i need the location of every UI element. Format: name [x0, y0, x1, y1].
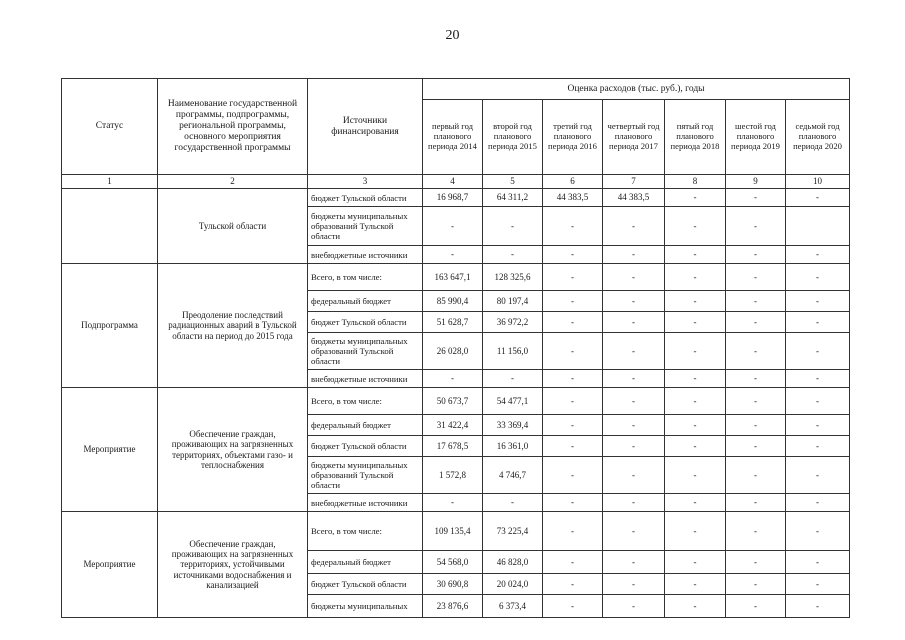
- funding-source-cell: бюджеты муниципальных образований Тульской области: [308, 457, 423, 494]
- amount-cell: -: [603, 333, 665, 370]
- amount-cell: -: [786, 246, 850, 264]
- amount-cell: -: [786, 457, 850, 494]
- amount-cell: -: [726, 574, 786, 595]
- amount-cell: -: [786, 551, 850, 574]
- header-year: второй год планового периода 2015: [483, 100, 543, 175]
- amount-cell: -: [726, 246, 786, 264]
- amount-cell: -: [483, 494, 543, 512]
- amount-cell: -: [726, 512, 786, 551]
- amount-cell: -: [543, 436, 603, 457]
- column-number: 6: [543, 175, 603, 189]
- amount-cell: -: [665, 207, 726, 246]
- amount-cell: -: [603, 415, 665, 436]
- amount-cell: 44 383,5: [543, 189, 603, 207]
- amount-cell: -: [543, 551, 603, 574]
- status-cell: [62, 189, 158, 264]
- header-year: шестой год планового периода 2019: [726, 100, 786, 175]
- amount-cell: -: [543, 333, 603, 370]
- status-cell: Мероприятие: [62, 512, 158, 618]
- program-name-cell: Преодоление последствий радиационных аварий в Тульской области на период до 2015 года: [158, 264, 308, 388]
- funding-source-cell: Всего, в том числе:: [308, 512, 423, 551]
- amount-cell: -: [665, 457, 726, 494]
- column-number: 8: [665, 175, 726, 189]
- header-status: Статус: [62, 79, 158, 175]
- amount-cell: -: [543, 415, 603, 436]
- status-cell: Подпрограмма: [62, 264, 158, 388]
- amount-cell: -: [665, 436, 726, 457]
- amount-cell: -: [543, 457, 603, 494]
- amount-cell: 44 383,5: [603, 189, 665, 207]
- column-number: 9: [726, 175, 786, 189]
- amount-cell: 163 647,1: [423, 264, 483, 291]
- amount-cell: -: [603, 595, 665, 618]
- amount-cell: -: [423, 246, 483, 264]
- column-number: 3: [308, 175, 423, 189]
- amount-cell: -: [726, 189, 786, 207]
- funding-source-cell: внебюджетные источники: [308, 246, 423, 264]
- amount-cell: -: [786, 436, 850, 457]
- amount-cell: -: [665, 415, 726, 436]
- funding-source-cell: внебюджетные источники: [308, 494, 423, 512]
- funding-source-cell: федеральный бюджет: [308, 291, 423, 312]
- amount-cell: -: [726, 457, 786, 494]
- amount-cell: 109 135,4: [423, 512, 483, 551]
- amount-cell: 46 828,0: [483, 551, 543, 574]
- amount-cell: -: [786, 291, 850, 312]
- amount-cell: -: [786, 574, 850, 595]
- amount-cell: -: [543, 291, 603, 312]
- amount-cell: -: [423, 207, 483, 246]
- table-row: [62, 189, 850, 207]
- amount-cell: 64 311,2: [483, 189, 543, 207]
- amount-cell: -: [543, 207, 603, 246]
- table-row: [62, 264, 850, 291]
- amount-cell: -: [603, 388, 665, 415]
- amount-cell: -: [786, 189, 850, 207]
- amount-cell: -: [543, 312, 603, 333]
- amount-cell: -: [543, 264, 603, 291]
- amount-cell: -: [665, 312, 726, 333]
- amount-cell: -: [786, 388, 850, 415]
- amount-cell: -: [603, 574, 665, 595]
- amount-cell: 23 876,6: [423, 595, 483, 618]
- page-number: 20: [445, 28, 460, 43]
- amount-cell: -: [665, 333, 726, 370]
- amount-cell: -: [665, 291, 726, 312]
- amount-cell: -: [603, 494, 665, 512]
- amount-cell: 54 568,0: [423, 551, 483, 574]
- amount-cell: -: [603, 264, 665, 291]
- amount-cell: -: [786, 312, 850, 333]
- amount-cell: -: [483, 246, 543, 264]
- program-name-cell: Обеспечение граждан, проживающих на загрязненных территориях, устойчивыми источниками водоснабжения и канализацией: [158, 512, 308, 618]
- amount-cell: -: [726, 494, 786, 512]
- funding-source-cell: бюджеты муниципальных образований Тульской области: [308, 333, 423, 370]
- funding-source-cell: федеральный бюджет: [308, 415, 423, 436]
- program-name-cell: Обеспечение граждан, проживающих на загрязненных территориях, объектами газо- и теплоснабжения: [158, 388, 308, 512]
- amount-cell: 6 373,4: [483, 595, 543, 618]
- header-name: Наименование государственной программы, подпрограммы, региональной программы, основного мероприятия государственной программы: [158, 79, 308, 175]
- amount-cell: -: [665, 370, 726, 388]
- amount-cell: -: [543, 388, 603, 415]
- amount-cell: -: [726, 291, 786, 312]
- column-number: 2: [158, 175, 308, 189]
- column-number: 5: [483, 175, 543, 189]
- amount-cell: 30 690,8: [423, 574, 483, 595]
- amount-cell: 36 972,2: [483, 312, 543, 333]
- amount-cell: 11 156,0: [483, 333, 543, 370]
- funding-source-cell: бюджет Тульской области: [308, 189, 423, 207]
- amount-cell: -: [603, 512, 665, 551]
- header-year: четвертый год планового периода 2017: [603, 100, 665, 175]
- amount-cell: -: [483, 370, 543, 388]
- amount-cell: -: [726, 312, 786, 333]
- amount-cell: -: [603, 291, 665, 312]
- amount-cell: 16 361,0: [483, 436, 543, 457]
- amount-cell: -: [543, 370, 603, 388]
- amount-cell: -: [726, 370, 786, 388]
- amount-cell: -: [726, 207, 786, 246]
- amount-cell: -: [726, 333, 786, 370]
- funding-source-cell: бюджеты муниципальных образований Тульской области: [308, 207, 423, 246]
- funding-source-cell: Всего, в том числе:: [308, 388, 423, 415]
- amount-cell: -: [543, 574, 603, 595]
- amount-cell: -: [665, 512, 726, 551]
- amount-cell: -: [726, 388, 786, 415]
- amount-cell: -: [786, 512, 850, 551]
- header-year: третий год планового периода 2016: [543, 100, 603, 175]
- program-name-cell: Тульской области: [158, 189, 308, 264]
- amount-cell: -: [726, 264, 786, 291]
- amount-cell: 80 197,4: [483, 291, 543, 312]
- amount-cell: 33 369,4: [483, 415, 543, 436]
- header-sources: Источники финансирования: [308, 79, 423, 175]
- amount-cell: 50 673,7: [423, 388, 483, 415]
- amount-cell: -: [423, 494, 483, 512]
- column-number: 1: [62, 175, 158, 189]
- amount-cell: 16 968,7: [423, 189, 483, 207]
- amount-cell: -: [483, 207, 543, 246]
- amount-cell: -: [603, 207, 665, 246]
- amount-cell: 51 628,7: [423, 312, 483, 333]
- funding-source-cell: бюджеты муниципальных: [308, 595, 423, 618]
- amount-cell: -: [543, 246, 603, 264]
- funding-source-cell: бюджет Тульской области: [308, 436, 423, 457]
- table-row: [62, 512, 850, 551]
- amount-cell: -: [786, 264, 850, 291]
- funding-source-cell: бюджет Тульской области: [308, 574, 423, 595]
- table-body: [62, 79, 850, 618]
- amount-cell: -: [665, 574, 726, 595]
- column-number: 4: [423, 175, 483, 189]
- amount-cell: -: [543, 512, 603, 551]
- amount-cell: -: [726, 415, 786, 436]
- amount-cell: -: [543, 494, 603, 512]
- amount-cell: 26 028,0: [423, 333, 483, 370]
- status-cell: Мероприятие: [62, 388, 158, 512]
- amount-cell: 73 225,4: [483, 512, 543, 551]
- header-year: первый год планового периода 2014: [423, 100, 483, 175]
- header-year: пятый год планового периода 2018: [665, 100, 726, 175]
- amount-cell: -: [603, 246, 665, 264]
- amount-cell: 85 990,4: [423, 291, 483, 312]
- budget-table: [61, 78, 850, 618]
- amount-cell: -: [423, 370, 483, 388]
- column-number: 10: [786, 175, 850, 189]
- amount-cell: -: [603, 551, 665, 574]
- header-estimate: Оценка расходов (тыс. руб.), годы: [423, 79, 850, 100]
- amount-cell: -: [543, 595, 603, 618]
- amount-cell: -: [726, 595, 786, 618]
- amount-cell: -: [665, 264, 726, 291]
- funding-source-cell: федеральный бюджет: [308, 551, 423, 574]
- amount-cell: -: [726, 551, 786, 574]
- amount-cell: -: [786, 370, 850, 388]
- amount-cell: 4 746,7: [483, 457, 543, 494]
- amount-cell: -: [726, 436, 786, 457]
- funding-source-cell: бюджет Тульской области: [308, 312, 423, 333]
- amount-cell: -: [786, 333, 850, 370]
- table-row: [62, 388, 850, 415]
- amount-cell: -: [665, 595, 726, 618]
- amount-cell: -: [665, 551, 726, 574]
- column-number: 7: [603, 175, 665, 189]
- funding-source-cell: внебюджетные источники: [308, 370, 423, 388]
- amount-cell: -: [603, 370, 665, 388]
- amount-cell: 31 422,4: [423, 415, 483, 436]
- amount-cell: -: [786, 494, 850, 512]
- amount-cell: -: [665, 388, 726, 415]
- amount-cell: -: [786, 595, 850, 618]
- amount-cell: -: [665, 189, 726, 207]
- amount-cell: 1 572,8: [423, 457, 483, 494]
- amount-cell: [786, 207, 850, 246]
- amount-cell: -: [603, 457, 665, 494]
- amount-cell: 54 477,1: [483, 388, 543, 415]
- amount-cell: -: [665, 494, 726, 512]
- amount-cell: -: [665, 246, 726, 264]
- amount-cell: 128 325,6: [483, 264, 543, 291]
- amount-cell: 20 024,0: [483, 574, 543, 595]
- amount-cell: -: [786, 415, 850, 436]
- amount-cell: -: [603, 436, 665, 457]
- amount-cell: 17 678,5: [423, 436, 483, 457]
- header-year: седьмой год планового периода 2020: [786, 100, 850, 175]
- funding-source-cell: Всего, в том числе:: [308, 264, 423, 291]
- amount-cell: -: [603, 312, 665, 333]
